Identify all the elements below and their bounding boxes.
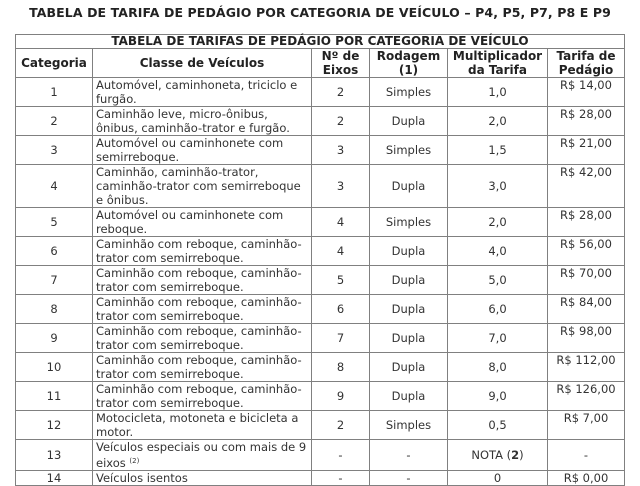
cell-rodagem: Dupla [370, 237, 448, 266]
cell-rodagem: Dupla [370, 295, 448, 324]
cell-multiplicador: 0 [448, 471, 548, 486]
cell-classe [93, 324, 312, 353]
cell-multiplicador: 1,0 [448, 78, 548, 107]
cell-categoria: 9 [16, 324, 93, 353]
footnote-marker: (2) [129, 457, 140, 465]
header-multiplicador: Multiplicador da Tarifa [448, 49, 548, 78]
cell-categoria: 2 [16, 107, 93, 136]
cell-rodagem: - [370, 440, 448, 471]
cell-classe [93, 353, 312, 382]
cell-categoria: 3 [16, 136, 93, 165]
table-row [16, 78, 625, 107]
cell-rodagem: Dupla [370, 165, 448, 208]
cell-categoria: 12 [16, 411, 93, 440]
cell-eixos: 3 [312, 165, 370, 208]
cell-classe [93, 411, 312, 440]
cell-categoria: 7 [16, 266, 93, 295]
cell-categoria: 6 [16, 237, 93, 266]
cell-tarifa: R$ 84,00 [548, 295, 625, 324]
cell-categoria: 10 [16, 353, 93, 382]
classe-text: Motocicleta, motoneta e bicicleta a motor. [96, 411, 299, 439]
classe-text: Caminhão com reboque, caminhão-trator com semirreboque. [96, 382, 302, 410]
cell-tarifa: - [548, 440, 625, 471]
cell-rodagem: Simples [370, 136, 448, 165]
cell-tarifa: R$ 98,00 [548, 324, 625, 353]
cell-eixos: - [312, 440, 370, 471]
cell-classe [93, 471, 312, 486]
cell-classe [93, 382, 312, 411]
cell-eixos: 8 [312, 353, 370, 382]
table-row [16, 324, 625, 353]
cell-rodagem: Dupla [370, 382, 448, 411]
table-row [16, 136, 625, 165]
cell-classe [93, 165, 312, 208]
cell-classe [93, 266, 312, 295]
cell-eixos: 6 [312, 295, 370, 324]
classe-text: Caminhão leve, micro-ônibus, ônibus, caminhão-trator e furgão. [96, 107, 290, 135]
cell-tarifa: R$ 126,00 [548, 382, 625, 411]
header-classe: Classe de Veículos [93, 49, 312, 78]
header-eixos: Nº de Eixos [312, 49, 370, 78]
cell-eixos: 4 [312, 208, 370, 237]
cell-eixos: 2 [312, 411, 370, 440]
cell-classe [93, 295, 312, 324]
cell-tarifa: R$ 42,00 [548, 165, 625, 208]
cell-rodagem: Dupla [370, 107, 448, 136]
cell-classe [93, 237, 312, 266]
cell-classe [93, 136, 312, 165]
cell-multiplicador: 6,0 [448, 295, 548, 324]
cell-multiplicador: 3,0 [448, 165, 548, 208]
cell-tarifa: R$ 28,00 [548, 107, 625, 136]
cell-rodagem: Simples [370, 78, 448, 107]
table-row [16, 208, 625, 237]
cell-rodagem: Simples [370, 411, 448, 440]
table-row [16, 295, 625, 324]
nota-number: 2 [511, 448, 520, 462]
cell-tarifa: R$ 0,00 [548, 471, 625, 486]
cell-multiplicador: 2,0 [448, 107, 548, 136]
classe-text: Veículos isentos [96, 471, 188, 485]
table-row [16, 382, 625, 411]
classe-text: Veículos especiais ou com mais de 9 eixos [96, 440, 307, 470]
table-row [16, 165, 625, 208]
classe-text: Caminhão com reboque, caminhão-trator com semirreboque. [96, 295, 302, 323]
document-title: TABELA DE TARIFA DE PEDÁGIO POR CATEGORIA DE VEÍCULO – P4, P5, P7, P8 E P9 [29, 5, 611, 20]
classe-text: Caminhão com reboque, caminhão-trator com semirreboque. [96, 266, 302, 294]
table-caption: TABELA DE TARIFAS DE PEDÁGIO POR CATEGORIA DE VEÍCULO [16, 35, 625, 49]
cell-eixos: 2 [312, 107, 370, 136]
classe-text: Automóvel ou caminhonete com semirreboque. [96, 136, 284, 164]
header-tarifa: Tarifa de Pedágio [548, 49, 625, 78]
cell-classe [93, 107, 312, 136]
nota-suffix: ) [519, 448, 524, 462]
header-categoria: Categoria [16, 49, 93, 78]
cell-tarifa: R$ 56,00 [548, 237, 625, 266]
classe-text: Caminhão com reboque, caminhão-trator com semirreboque. [96, 353, 302, 381]
cell-categoria: 13 [16, 440, 93, 471]
classe-text: Caminhão, caminhão-trator, caminhão-trator com semirreboque e ônibus. [96, 165, 301, 207]
cell-tarifa: R$ 112,00 [548, 353, 625, 382]
nota-prefix: NOTA ( [471, 448, 512, 462]
classe-text: Automóvel ou caminhonete com reboque. [96, 208, 284, 236]
cell-multiplicador: 5,0 [448, 266, 548, 295]
table-row [16, 353, 625, 382]
cell-categoria: 4 [16, 165, 93, 208]
table-row [16, 471, 625, 486]
table-row [16, 440, 625, 471]
table-row [16, 266, 625, 295]
cell-classe [93, 208, 312, 237]
cell-classe [93, 78, 312, 107]
cell-eixos: 9 [312, 382, 370, 411]
cell-multiplicador: 0,5 [448, 411, 548, 440]
cell-tarifa: R$ 28,00 [548, 208, 625, 237]
table-row [16, 411, 625, 440]
cell-eixos: 2 [312, 78, 370, 107]
cell-tarifa: R$ 7,00 [548, 411, 625, 440]
header-row [16, 49, 625, 78]
cell-tarifa: R$ 21,00 [548, 136, 625, 165]
header-rodagem: Rodagem (1) [370, 49, 448, 78]
cell-eixos: 5 [312, 266, 370, 295]
cell-multiplicador: 2,0 [448, 208, 548, 237]
cell-rodagem: Dupla [370, 353, 448, 382]
cell-rodagem: - [370, 471, 448, 486]
cell-multiplicador: 7,0 [448, 324, 548, 353]
cell-eixos: - [312, 471, 370, 486]
table-row [16, 107, 625, 136]
cell-eixos: 7 [312, 324, 370, 353]
table-row [16, 237, 625, 266]
cell-tarifa: R$ 14,00 [548, 78, 625, 107]
classe-text: Caminhão com reboque, caminhão-trator com semirreboque. [96, 324, 302, 352]
cell-categoria: 11 [16, 382, 93, 411]
cell-multiplicador: 1,5 [448, 136, 548, 165]
cell-multiplicador: 4,0 [448, 237, 548, 266]
cell-multiplicador: 8,0 [448, 353, 548, 382]
cell-eixos: 4 [312, 237, 370, 266]
cell-eixos: 3 [312, 136, 370, 165]
classe-text: Automóvel, caminhoneta, triciclo e furgão. [96, 78, 298, 106]
cell-multiplicador [448, 440, 548, 471]
cell-categoria: 8 [16, 295, 93, 324]
cell-rodagem: Simples [370, 208, 448, 237]
cell-multiplicador: 9,0 [448, 382, 548, 411]
classe-text: Caminhão com reboque, caminhão-trator com semirreboque. [96, 237, 302, 265]
cell-classe [93, 440, 312, 471]
cell-categoria: 1 [16, 78, 93, 107]
cell-tarifa: R$ 70,00 [548, 266, 625, 295]
toll-tariff-table [15, 34, 625, 486]
cell-categoria: 5 [16, 208, 93, 237]
cell-rodagem: Dupla [370, 266, 448, 295]
cell-rodagem: Dupla [370, 324, 448, 353]
cell-categoria: 14 [16, 471, 93, 486]
